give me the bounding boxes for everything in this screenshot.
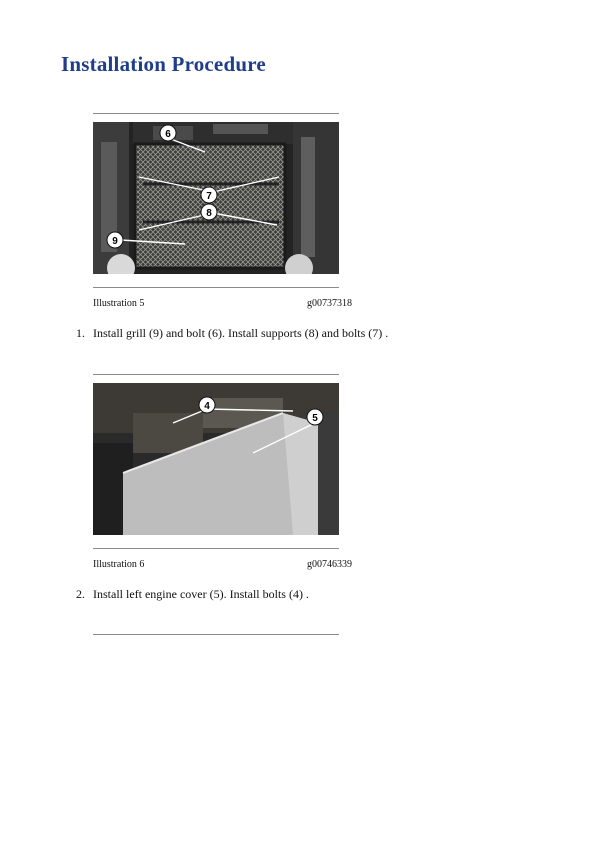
illustration-5-code: g00737318 — [307, 298, 352, 309]
callout-5: 5 — [312, 413, 318, 424]
step-2 — [76, 587, 309, 602]
figure-bottom-rule — [93, 287, 339, 288]
figure-top-rule — [93, 113, 339, 114]
figure-top-rule — [93, 374, 339, 375]
illustration-6-photo — [93, 383, 339, 535]
step-1-number: 1. — [76, 326, 85, 340]
illustration-5-label: Illustration 5 — [93, 298, 145, 309]
step-2-text: Install left engine cover (5). Install bolts (4) . — [93, 587, 309, 601]
page-title: Installation Procedure — [61, 52, 266, 76]
callout-7: 7 — [206, 191, 212, 202]
step-1 — [76, 326, 388, 341]
step-2-number: 2. — [76, 587, 85, 601]
illustration-6-label: Illustration 6 — [93, 559, 145, 570]
callout-9: 9 — [112, 236, 118, 247]
figure-bottom-rule — [93, 548, 339, 549]
callout-8: 8 — [206, 208, 212, 219]
callout-4: 4 — [204, 401, 210, 412]
illustration-6-code: g00746339 — [307, 559, 352, 570]
illustration-5-photo — [93, 122, 339, 274]
figure-top-rule — [93, 634, 339, 635]
callout-6: 6 — [165, 129, 171, 140]
step-1-text: Install grill (9) and bolt (6). Install supports (8) and bolts (7) . — [93, 326, 389, 340]
